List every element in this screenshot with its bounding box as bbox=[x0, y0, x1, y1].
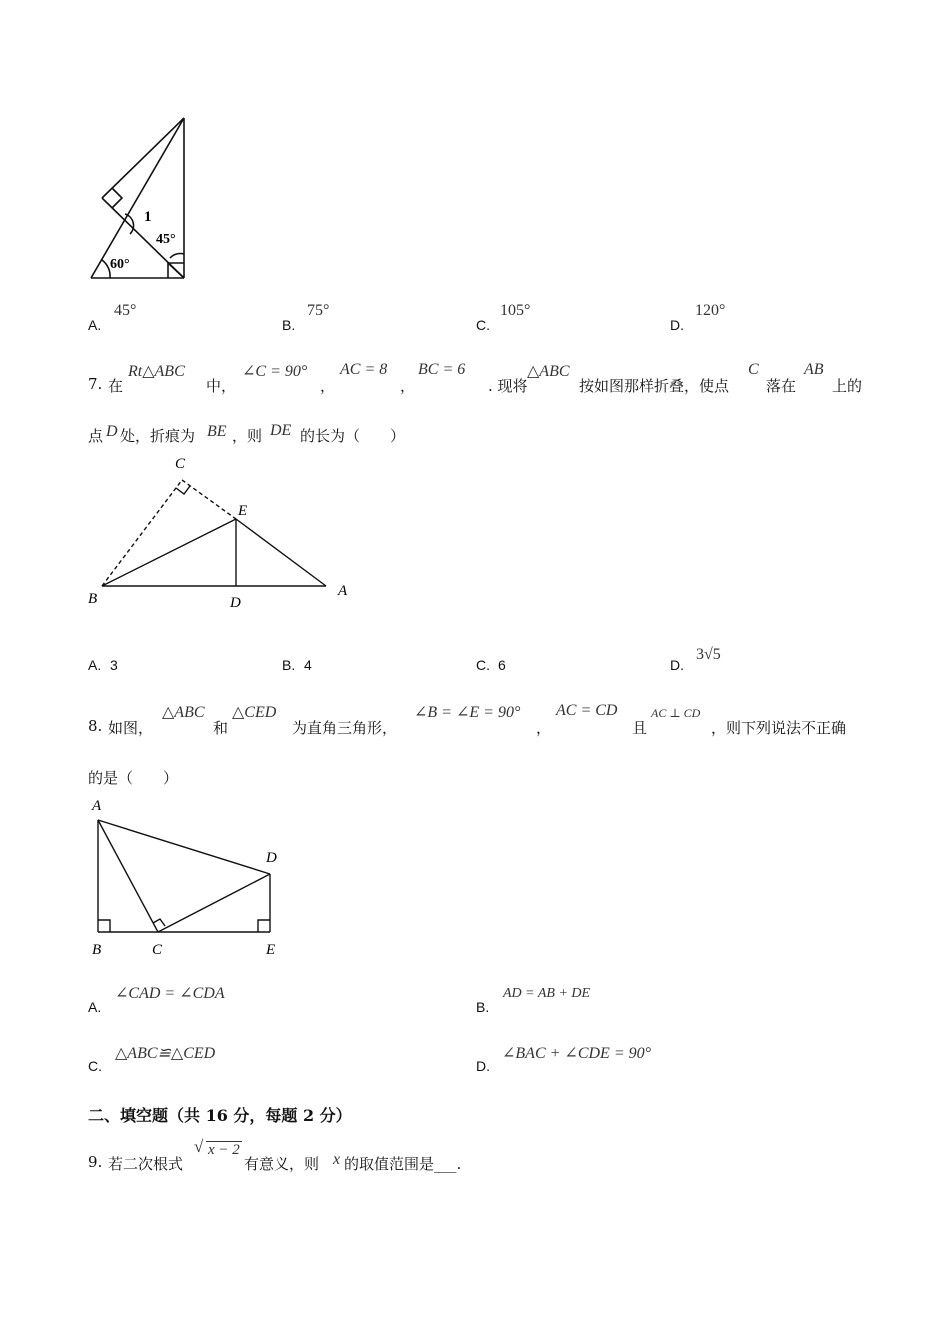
q7-text-5: 落在 bbox=[766, 377, 797, 395]
q8-text-3: 为直角三角形， bbox=[292, 719, 398, 737]
q8-right-angle-b bbox=[98, 920, 110, 932]
q7-line2-c: ，则 bbox=[232, 427, 263, 445]
q8-option-c-value: △ABC≌△CED bbox=[115, 1045, 216, 1062]
q7-math-d: D bbox=[106, 423, 118, 440]
q7-label-a: A bbox=[338, 583, 348, 599]
q8-label-c: C bbox=[152, 942, 163, 958]
q6-right-angle-mark bbox=[112, 188, 122, 208]
q9-math-radicand: x − 2 bbox=[208, 1142, 240, 1158]
q8-label-a: A bbox=[92, 798, 102, 814]
q7-math-bc: BC = 6 bbox=[418, 361, 466, 378]
q7-segment-be bbox=[102, 519, 236, 586]
q7-option-a-letter: A. bbox=[88, 657, 102, 673]
q7-text-3: . 现将 bbox=[488, 377, 528, 395]
q9-text-2: 有意义，则 bbox=[244, 1155, 320, 1173]
q7-text-6: 上的 bbox=[832, 377, 863, 395]
q6-option-b-letter: B. bbox=[282, 317, 296, 333]
q9-text-3: 的取值范围是___. bbox=[344, 1155, 462, 1173]
q9-math-x: x bbox=[333, 1151, 341, 1168]
q7-dashed-bc bbox=[102, 480, 182, 586]
q7-line2-a: 点 bbox=[88, 427, 104, 445]
q7-label-d: D bbox=[230, 595, 241, 611]
q6-option-d-value: 120° bbox=[695, 302, 726, 319]
q7-math-angle-c: ∠C = 90° bbox=[242, 363, 308, 380]
q6-option-a-letter: A. bbox=[88, 317, 102, 333]
q6-label-45: 45° bbox=[156, 232, 176, 247]
q7-option-b-letter: B. bbox=[282, 657, 296, 673]
q8-segment-ad bbox=[98, 820, 270, 874]
q8-option-d-letter: D. bbox=[476, 1058, 490, 1074]
q7-segment-ea bbox=[236, 519, 326, 586]
q6-set-square-edge bbox=[102, 118, 184, 198]
q7-line2-d: 的长为（ ） bbox=[300, 427, 406, 445]
q7-figure bbox=[80, 450, 370, 615]
q8-sep: ， bbox=[536, 719, 552, 737]
q8-option-d-value: ∠BAC + ∠CDE = 90° bbox=[502, 1045, 652, 1062]
q6-label-1: 1 bbox=[144, 209, 152, 225]
section-heading-fill-in: 二、填空题（共 16 分，每题 2 分） bbox=[88, 1106, 352, 1125]
q7-right-angle-mark bbox=[176, 486, 190, 494]
q8-math-abc: △ABC bbox=[162, 704, 205, 721]
q8-label-b: B bbox=[92, 942, 102, 958]
q7-option-a-value: 3 bbox=[110, 657, 118, 673]
q6-option-b-value: 75° bbox=[307, 302, 330, 319]
q8-segment-ac bbox=[98, 820, 158, 932]
q6-angle45-arc bbox=[170, 253, 184, 258]
q7-sep-2: ， bbox=[400, 377, 416, 395]
q8-number: 8. bbox=[88, 717, 103, 735]
q7-option-d-value: 3√5 bbox=[696, 646, 721, 663]
q8-figure bbox=[80, 792, 290, 967]
q8-math-ced: △CED bbox=[232, 704, 277, 721]
q8-label-e: E bbox=[266, 942, 276, 958]
q7-sep-1: ， bbox=[320, 377, 336, 395]
q7-dashed-ce bbox=[182, 480, 236, 519]
q7-math-be: BE bbox=[207, 423, 227, 440]
q8-math-ac-cd: AC = CD bbox=[556, 702, 618, 719]
q8-option-c-letter: C. bbox=[88, 1058, 102, 1074]
q6-angle60-arc bbox=[102, 260, 110, 278]
q7-line2-b: 处，折痕为 bbox=[120, 427, 196, 445]
q8-text-1: 如图， bbox=[108, 719, 154, 737]
q7-math-ac: AC = 8 bbox=[340, 361, 388, 378]
q6-figure bbox=[80, 110, 200, 290]
q8-math-angles: ∠B = ∠E = 90° bbox=[414, 704, 521, 721]
q8-label-d: D bbox=[266, 850, 277, 866]
q7-option-d-letter: D. bbox=[670, 657, 684, 673]
q6-option-d-letter: D. bbox=[670, 317, 684, 333]
q6-option-c-value: 105° bbox=[500, 302, 531, 319]
q7-text-2: 中， bbox=[206, 377, 237, 395]
q7-text-4: 按如图那样折叠，使点 bbox=[579, 377, 730, 395]
q7-label-c: C bbox=[175, 456, 186, 472]
q6-label-60: 60° bbox=[110, 257, 130, 272]
q8-math-perp: AC ⊥ CD bbox=[651, 706, 701, 720]
q7-option-c-value: 6 bbox=[498, 657, 506, 673]
q9-radical-sign: √ bbox=[194, 1137, 204, 1156]
q7-text-1: 在 bbox=[108, 377, 124, 395]
q8-option-b-letter: B. bbox=[476, 999, 490, 1015]
q7-math-rt-triangle: Rt△ABC bbox=[128, 363, 185, 380]
q9-number: 9. bbox=[88, 1153, 103, 1171]
q7-number: 7. bbox=[88, 375, 103, 393]
q8-text-2: 和 bbox=[213, 719, 229, 737]
q7-math-point-c: C bbox=[748, 361, 759, 378]
q9-text-1: 若二次根式 bbox=[108, 1155, 184, 1173]
q7-math-de: DE bbox=[270, 422, 292, 439]
q6-option-a-value: 45° bbox=[114, 302, 137, 319]
q8-option-a-value: ∠CAD = ∠CDA bbox=[115, 985, 225, 1002]
q8-text-4: 且 bbox=[632, 719, 648, 737]
q7-option-b-value: 4 bbox=[304, 657, 312, 673]
q6-option-c-letter: C. bbox=[476, 317, 490, 333]
q8-right-angle-e bbox=[258, 920, 270, 932]
q7-option-c-letter: C. bbox=[476, 657, 490, 673]
q8-line2: 的是（ ） bbox=[88, 769, 179, 787]
q8-option-b-value: AD = AB + DE bbox=[503, 986, 591, 1001]
q8-option-a-letter: A. bbox=[88, 999, 102, 1015]
q6-hypotenuse bbox=[91, 118, 184, 278]
q8-text-5: ，则下列说法不正确 bbox=[711, 719, 847, 737]
q7-math-ab: AB bbox=[804, 361, 824, 378]
q7-label-b: B bbox=[88, 591, 98, 607]
q7-label-e: E bbox=[238, 503, 248, 519]
q8-segment-cd bbox=[158, 874, 270, 932]
q7-math-abc: △ABC bbox=[527, 363, 570, 380]
